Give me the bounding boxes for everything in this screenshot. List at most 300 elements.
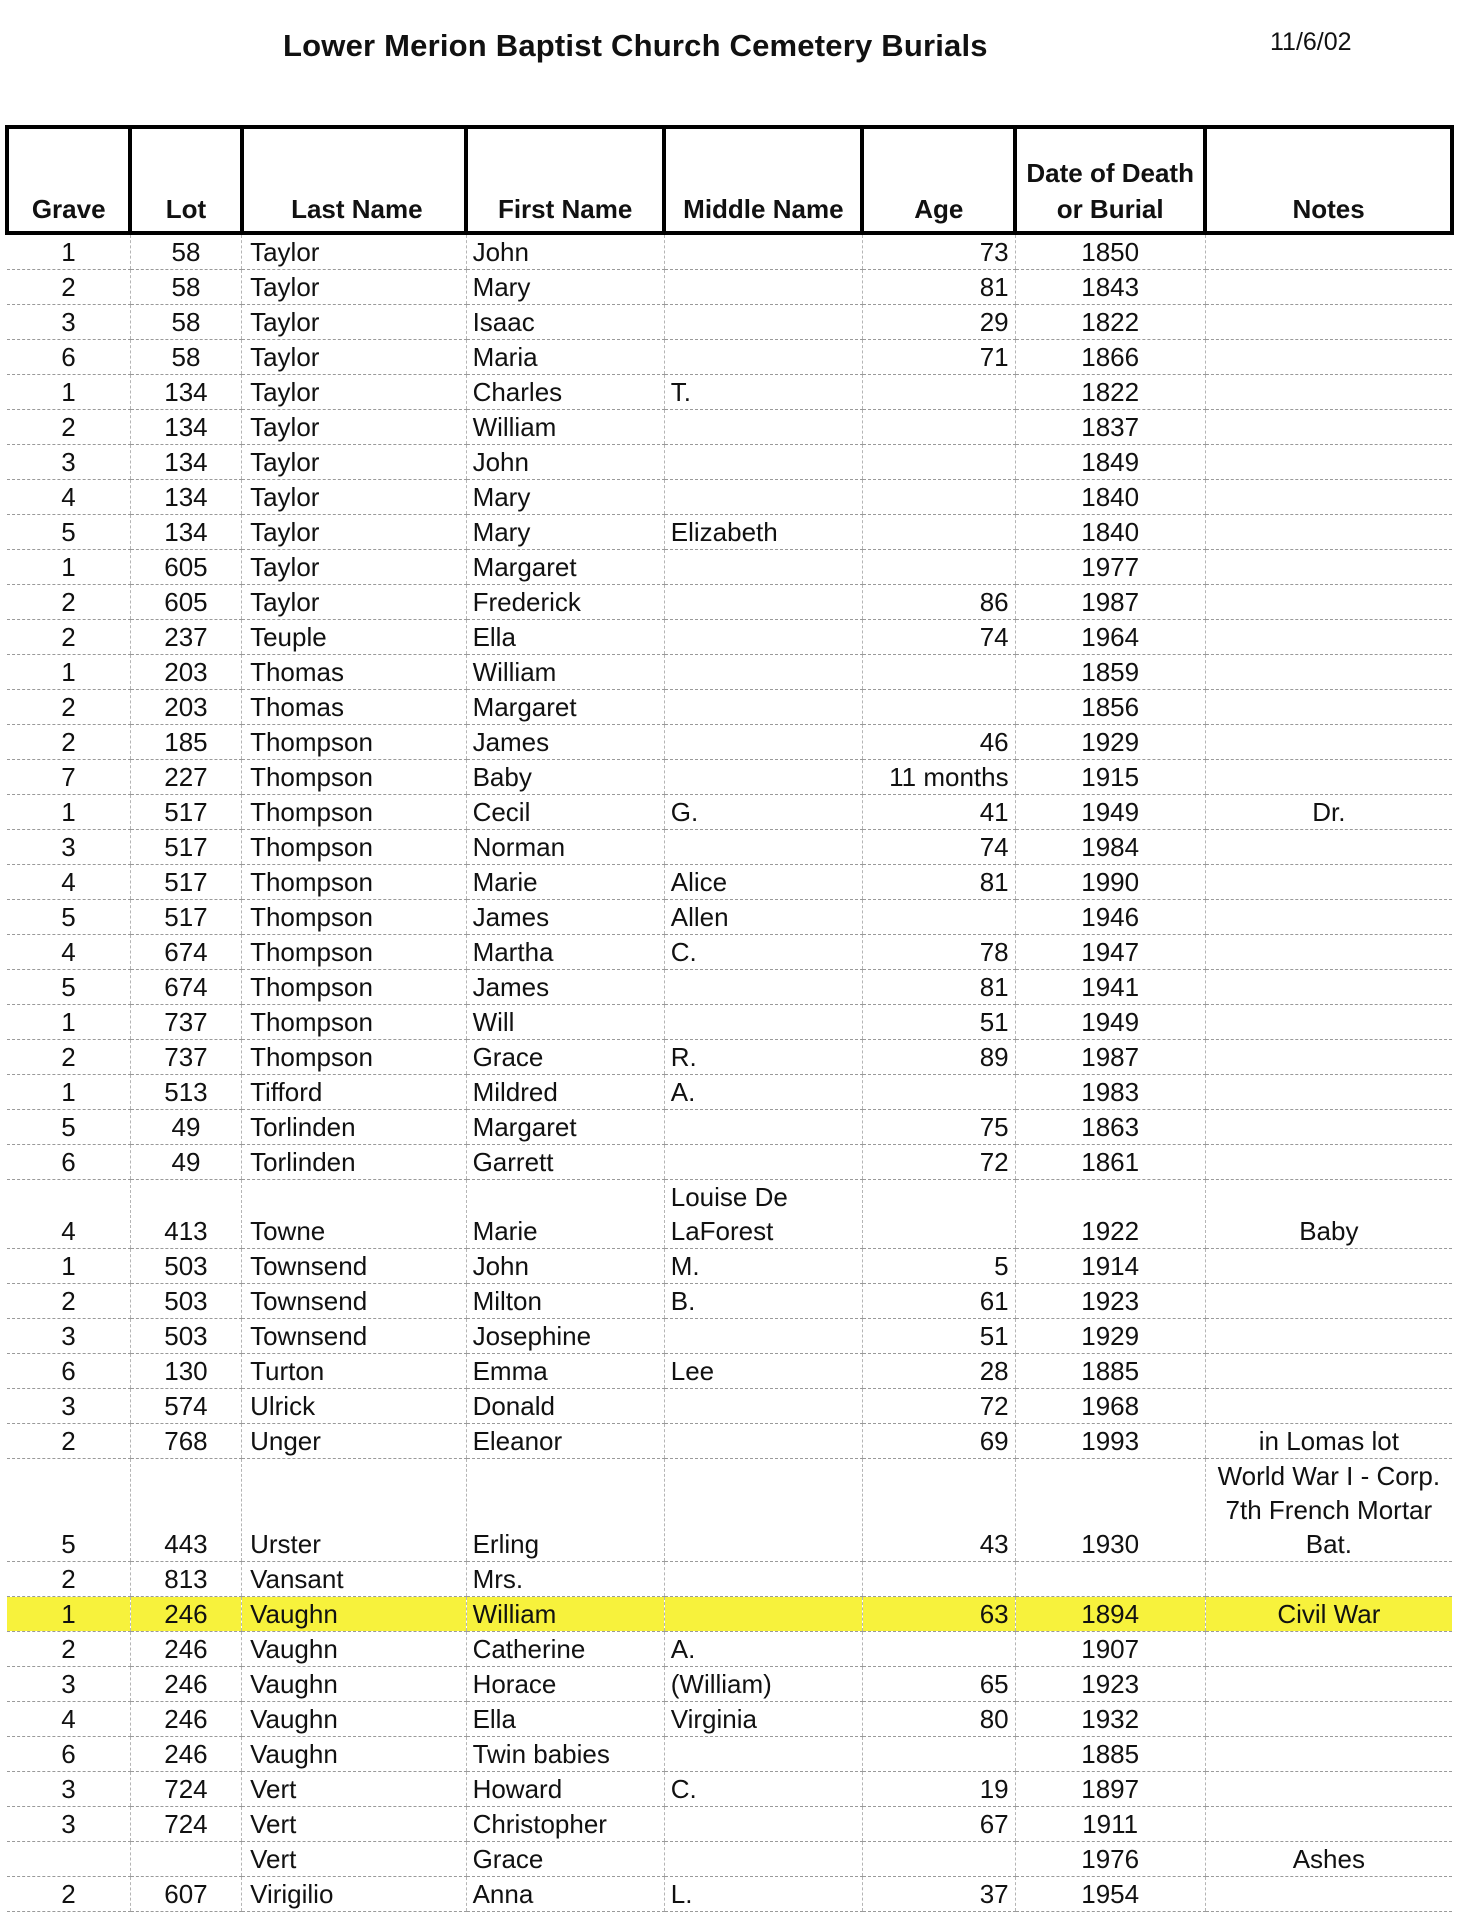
cell-date: 1977 bbox=[1015, 550, 1205, 585]
cell-middle-name bbox=[664, 1389, 862, 1424]
cell-date: 1849 bbox=[1015, 445, 1205, 480]
cell-grave: 4 bbox=[7, 1702, 130, 1737]
cell-first-name: Horace bbox=[466, 1667, 664, 1702]
cell-lot: 130 bbox=[130, 1354, 241, 1389]
table-row bbox=[7, 760, 1452, 795]
cell-first-name: Emma bbox=[466, 1354, 664, 1389]
cell-middle-name bbox=[664, 1145, 862, 1180]
cell-grave: 2 bbox=[7, 585, 130, 620]
cell-last-name: Ulrick bbox=[242, 1389, 466, 1424]
table-row bbox=[7, 1249, 1452, 1284]
cell-date: 1894 bbox=[1015, 1597, 1205, 1632]
cell-date: 1941 bbox=[1015, 970, 1205, 1005]
cell-age: 71 bbox=[862, 340, 1015, 375]
cell-age: 74 bbox=[862, 830, 1015, 865]
cell-grave: 2 bbox=[7, 725, 130, 760]
cell-lot: 185 bbox=[130, 725, 241, 760]
cell-lot: 517 bbox=[130, 900, 241, 935]
cell-lot: 443 bbox=[130, 1459, 241, 1562]
table-row bbox=[7, 375, 1452, 410]
cell-notes bbox=[1205, 1807, 1452, 1842]
cell-date: 1929 bbox=[1015, 725, 1205, 760]
table-row bbox=[7, 725, 1452, 760]
cell-middle-name bbox=[664, 1807, 862, 1842]
cell-age bbox=[862, 375, 1015, 410]
cell-first-name: Anna bbox=[466, 1877, 664, 1912]
table-row bbox=[7, 1389, 1452, 1424]
cell-date: 1976 bbox=[1015, 1842, 1205, 1877]
cell-first-name: William bbox=[466, 410, 664, 445]
table-row bbox=[7, 900, 1452, 935]
cell-lot: 58 bbox=[130, 340, 241, 375]
cell-last-name: Vert bbox=[242, 1807, 466, 1842]
cell-first-name: William bbox=[466, 1597, 664, 1632]
cell-lot: 607 bbox=[130, 1877, 241, 1912]
cell-last-name: Taylor bbox=[242, 550, 466, 585]
cell-age: 51 bbox=[862, 1319, 1015, 1354]
cell-first-name: Margaret bbox=[466, 550, 664, 585]
cell-last-name: Turton bbox=[242, 1354, 466, 1389]
cell-first-name: Marie bbox=[466, 865, 664, 900]
cell-age: 81 bbox=[862, 970, 1015, 1005]
cell-age: 11 months bbox=[862, 760, 1015, 795]
cell-age: 41 bbox=[862, 795, 1015, 830]
cell-first-name: William bbox=[466, 655, 664, 690]
cell-date: 1947 bbox=[1015, 935, 1205, 970]
cell-first-name: John bbox=[466, 1249, 664, 1284]
cell-first-name: Mrs. bbox=[466, 1562, 664, 1597]
table-row bbox=[7, 1632, 1452, 1667]
cell-grave: 2 bbox=[7, 410, 130, 445]
table-row bbox=[7, 935, 1452, 970]
cell-middle-name bbox=[664, 725, 862, 760]
cell-lot: 517 bbox=[130, 865, 241, 900]
cell-grave: 5 bbox=[7, 1459, 130, 1562]
cell-first-name: Catherine bbox=[466, 1632, 664, 1667]
cell-grave: 3 bbox=[7, 445, 130, 480]
page-title: Lower Merion Baptist Church Cemetery Burials bbox=[283, 28, 988, 63]
cell-notes bbox=[1205, 725, 1452, 760]
cell-middle-name: A. bbox=[664, 1632, 862, 1667]
cell-age bbox=[862, 690, 1015, 725]
cell-date: 1863 bbox=[1015, 1110, 1205, 1145]
cell-notes bbox=[1205, 1877, 1452, 1912]
cell-age: 37 bbox=[862, 1877, 1015, 1912]
cell-last-name: Taylor bbox=[242, 480, 466, 515]
cell-date: 1911 bbox=[1015, 1807, 1205, 1842]
cell-middle-name bbox=[664, 620, 862, 655]
cell-last-name: Taylor bbox=[242, 445, 466, 480]
cell-middle-name bbox=[664, 1424, 862, 1459]
cell-first-name: Grace bbox=[466, 1842, 664, 1877]
table-row bbox=[7, 270, 1452, 305]
cell-date: 1850 bbox=[1015, 233, 1205, 270]
cell-date: 1932 bbox=[1015, 1702, 1205, 1737]
table-row bbox=[7, 585, 1452, 620]
cell-lot: 246 bbox=[130, 1737, 241, 1772]
cell-last-name: Vaughn bbox=[242, 1737, 466, 1772]
cell-date: 1949 bbox=[1015, 795, 1205, 830]
cell-notes bbox=[1205, 970, 1452, 1005]
cell-grave: 4 bbox=[7, 1180, 130, 1249]
cell-age bbox=[862, 655, 1015, 690]
cell-grave: 1 bbox=[7, 655, 130, 690]
cell-age: 78 bbox=[862, 935, 1015, 970]
cell-notes bbox=[1205, 1075, 1452, 1110]
col-header-grave: Grave bbox=[7, 127, 130, 233]
cell-lot: 246 bbox=[130, 1632, 241, 1667]
cell-age: 28 bbox=[862, 1354, 1015, 1389]
cell-grave: 5 bbox=[7, 900, 130, 935]
cell-date: 1837 bbox=[1015, 410, 1205, 445]
cell-notes bbox=[1205, 1632, 1452, 1667]
cell-age: 69 bbox=[862, 1424, 1015, 1459]
cell-lot: 724 bbox=[130, 1772, 241, 1807]
cell-notes bbox=[1205, 690, 1452, 725]
table-row bbox=[7, 1737, 1452, 1772]
cell-lot: 134 bbox=[130, 480, 241, 515]
cell-age: 86 bbox=[862, 585, 1015, 620]
cell-age: 46 bbox=[862, 725, 1015, 760]
cell-first-name: Baby bbox=[466, 760, 664, 795]
table-row bbox=[7, 1284, 1452, 1319]
cell-first-name: Margaret bbox=[466, 1110, 664, 1145]
cell-age: 75 bbox=[862, 1110, 1015, 1145]
cell-age bbox=[862, 445, 1015, 480]
cell-lot: 674 bbox=[130, 970, 241, 1005]
cell-middle-name bbox=[664, 305, 862, 340]
table-row bbox=[7, 1702, 1452, 1737]
cell-lot: 605 bbox=[130, 585, 241, 620]
cell-grave: 1 bbox=[7, 550, 130, 585]
cell-first-name: Twin babies bbox=[466, 1737, 664, 1772]
col-header-notes: Notes bbox=[1205, 127, 1452, 233]
cell-lot: 605 bbox=[130, 550, 241, 585]
table-row bbox=[7, 1110, 1452, 1145]
cell-lot: 413 bbox=[130, 1180, 241, 1249]
cell-middle-name bbox=[664, 340, 862, 375]
cell-age: 43 bbox=[862, 1459, 1015, 1562]
cell-grave: 2 bbox=[7, 1284, 130, 1319]
cell-date: 1954 bbox=[1015, 1877, 1205, 1912]
cell-age: 89 bbox=[862, 1040, 1015, 1075]
cell-last-name: Virigilio bbox=[242, 1877, 466, 1912]
cell-grave: 1 bbox=[7, 233, 130, 270]
burials-table bbox=[5, 125, 1454, 1912]
cell-date bbox=[1015, 1562, 1205, 1597]
cell-middle-name: T. bbox=[664, 375, 862, 410]
cell-middle-name bbox=[664, 655, 862, 690]
cell-age: 61 bbox=[862, 1284, 1015, 1319]
cell-lot: 49 bbox=[130, 1145, 241, 1180]
table-row bbox=[7, 410, 1452, 445]
table-row bbox=[7, 1459, 1452, 1562]
cell-first-name: Margaret bbox=[466, 690, 664, 725]
cell-middle-name bbox=[664, 270, 862, 305]
cell-notes bbox=[1205, 1737, 1452, 1772]
cell-grave: 1 bbox=[7, 375, 130, 410]
cell-notes: Civil War bbox=[1205, 1597, 1452, 1632]
cell-date: 1914 bbox=[1015, 1249, 1205, 1284]
cell-date: 1915 bbox=[1015, 760, 1205, 795]
cell-notes bbox=[1205, 233, 1452, 270]
table-header-row bbox=[7, 127, 1452, 233]
cell-age bbox=[862, 1180, 1015, 1249]
cell-last-name: Taylor bbox=[242, 233, 466, 270]
cell-grave: 3 bbox=[7, 1389, 130, 1424]
cell-date: 1885 bbox=[1015, 1354, 1205, 1389]
table-row bbox=[7, 550, 1452, 585]
cell-date: 1946 bbox=[1015, 900, 1205, 935]
cell-notes bbox=[1205, 1667, 1452, 1702]
cell-last-name: Vert bbox=[242, 1772, 466, 1807]
cell-last-name: Vaughn bbox=[242, 1597, 466, 1632]
cell-last-name: Taylor bbox=[242, 270, 466, 305]
cell-lot: 737 bbox=[130, 1005, 241, 1040]
cell-first-name: James bbox=[466, 900, 664, 935]
cell-grave: 6 bbox=[7, 1354, 130, 1389]
cell-lot: 134 bbox=[130, 515, 241, 550]
cell-first-name: Garrett bbox=[466, 1145, 664, 1180]
cell-middle-name bbox=[664, 1737, 862, 1772]
cell-age: 73 bbox=[862, 233, 1015, 270]
cell-last-name: Thompson bbox=[242, 725, 466, 760]
cell-lot: 513 bbox=[130, 1075, 241, 1110]
table-row bbox=[7, 1424, 1452, 1459]
cell-middle-name: Alice bbox=[664, 865, 862, 900]
cell-lot: 737 bbox=[130, 1040, 241, 1075]
cell-middle-name: L. bbox=[664, 1877, 862, 1912]
cell-notes bbox=[1205, 305, 1452, 340]
cell-last-name: Taylor bbox=[242, 305, 466, 340]
cell-notes bbox=[1205, 620, 1452, 655]
cell-middle-name: M. bbox=[664, 1249, 862, 1284]
cell-date: 1866 bbox=[1015, 340, 1205, 375]
cell-grave: 1 bbox=[7, 795, 130, 830]
cell-date: 1861 bbox=[1015, 1145, 1205, 1180]
cell-notes bbox=[1205, 1249, 1452, 1284]
cell-first-name: Marie bbox=[466, 1180, 664, 1249]
table-row bbox=[7, 1877, 1452, 1912]
cell-middle-name bbox=[664, 1842, 862, 1877]
table-row bbox=[7, 795, 1452, 830]
table-row bbox=[7, 1667, 1452, 1702]
cell-first-name: Frederick bbox=[466, 585, 664, 620]
cell-last-name: Taylor bbox=[242, 410, 466, 445]
cell-notes bbox=[1205, 1319, 1452, 1354]
cell-lot: 768 bbox=[130, 1424, 241, 1459]
cell-age bbox=[862, 480, 1015, 515]
cell-date: 1968 bbox=[1015, 1389, 1205, 1424]
table-row bbox=[7, 1075, 1452, 1110]
cell-middle-name bbox=[664, 1005, 862, 1040]
cell-date: 1923 bbox=[1015, 1667, 1205, 1702]
table-row bbox=[7, 1145, 1452, 1180]
table-row bbox=[7, 1040, 1452, 1075]
cell-grave: 1 bbox=[7, 1005, 130, 1040]
table-row bbox=[7, 655, 1452, 690]
cell-lot: 134 bbox=[130, 410, 241, 445]
cell-last-name: Thompson bbox=[242, 1005, 466, 1040]
cell-first-name: Martha bbox=[466, 935, 664, 970]
cell-middle-name bbox=[664, 970, 862, 1005]
table-row bbox=[7, 515, 1452, 550]
cell-date: 1822 bbox=[1015, 305, 1205, 340]
cell-notes bbox=[1205, 935, 1452, 970]
cell-age: 81 bbox=[862, 865, 1015, 900]
table-row bbox=[7, 865, 1452, 900]
cell-first-name: Maria bbox=[466, 340, 664, 375]
cell-date: 1993 bbox=[1015, 1424, 1205, 1459]
cell-lot: 517 bbox=[130, 795, 241, 830]
cell-first-name: James bbox=[466, 970, 664, 1005]
cell-notes bbox=[1205, 585, 1452, 620]
cell-middle-name bbox=[664, 445, 862, 480]
col-header-date-of-death: Date of Death or Burial bbox=[1015, 127, 1205, 233]
cell-middle-name bbox=[664, 233, 862, 270]
cell-first-name: Charles bbox=[466, 375, 664, 410]
cell-last-name: Townsend bbox=[242, 1284, 466, 1319]
cell-grave: 2 bbox=[7, 1562, 130, 1597]
cell-age bbox=[862, 550, 1015, 585]
table-row bbox=[7, 1562, 1452, 1597]
cell-lot: 134 bbox=[130, 445, 241, 480]
cell-lot: 674 bbox=[130, 935, 241, 970]
cell-lot: 246 bbox=[130, 1702, 241, 1737]
cell-lot: 503 bbox=[130, 1249, 241, 1284]
cell-grave: 2 bbox=[7, 690, 130, 725]
cell-grave: 3 bbox=[7, 1667, 130, 1702]
cell-notes bbox=[1205, 410, 1452, 445]
cell-first-name: Mary bbox=[466, 480, 664, 515]
cell-date: 1987 bbox=[1015, 585, 1205, 620]
cell-notes bbox=[1205, 1772, 1452, 1807]
cell-date: 1856 bbox=[1015, 690, 1205, 725]
cell-notes bbox=[1205, 480, 1452, 515]
cell-date: 1984 bbox=[1015, 830, 1205, 865]
cell-notes bbox=[1205, 830, 1452, 865]
cell-first-name: John bbox=[466, 445, 664, 480]
cell-notes bbox=[1205, 375, 1452, 410]
document-date: 11/6/02 bbox=[1270, 28, 1352, 56]
cell-grave: 3 bbox=[7, 1807, 130, 1842]
cell-last-name: Taylor bbox=[242, 585, 466, 620]
cell-date: 1907 bbox=[1015, 1632, 1205, 1667]
cell-first-name: Cecil bbox=[466, 795, 664, 830]
cell-grave: 6 bbox=[7, 1145, 130, 1180]
cell-lot: 237 bbox=[130, 620, 241, 655]
cell-middle-name: R. bbox=[664, 1040, 862, 1075]
table-row bbox=[7, 1354, 1452, 1389]
cell-middle-name bbox=[664, 1319, 862, 1354]
cell-middle-name bbox=[664, 1110, 862, 1145]
cell-notes bbox=[1205, 550, 1452, 585]
cell-notes: Dr. bbox=[1205, 795, 1452, 830]
table-row bbox=[7, 1005, 1452, 1040]
cell-lot: 49 bbox=[130, 1110, 241, 1145]
cell-age bbox=[862, 900, 1015, 935]
cell-lot: 503 bbox=[130, 1284, 241, 1319]
cell-notes bbox=[1205, 340, 1452, 375]
cell-grave: 4 bbox=[7, 480, 130, 515]
cell-last-name: Thompson bbox=[242, 865, 466, 900]
cell-date: 1929 bbox=[1015, 1319, 1205, 1354]
cell-age: 19 bbox=[862, 1772, 1015, 1807]
cell-last-name: Teuple bbox=[242, 620, 466, 655]
cell-lot: 203 bbox=[130, 690, 241, 725]
cell-notes bbox=[1205, 1702, 1452, 1737]
cell-grave: 5 bbox=[7, 1110, 130, 1145]
cell-age: 51 bbox=[862, 1005, 1015, 1040]
cell-middle-name bbox=[664, 690, 862, 725]
cell-lot: 517 bbox=[130, 830, 241, 865]
cell-age: 74 bbox=[862, 620, 1015, 655]
cell-last-name: Towne bbox=[242, 1180, 466, 1249]
cell-lot: 227 bbox=[130, 760, 241, 795]
table-row bbox=[7, 305, 1452, 340]
col-header-middle-name: Middle Name bbox=[664, 127, 862, 233]
cell-first-name: Christopher bbox=[466, 1807, 664, 1842]
cell-first-name: Norman bbox=[466, 830, 664, 865]
cell-middle-name: B. bbox=[664, 1284, 862, 1319]
cell-last-name: Torlinden bbox=[242, 1110, 466, 1145]
cell-age bbox=[862, 1737, 1015, 1772]
cell-last-name: Thompson bbox=[242, 900, 466, 935]
cell-last-name: Thomas bbox=[242, 655, 466, 690]
cell-last-name: Thompson bbox=[242, 1040, 466, 1075]
cell-age bbox=[862, 1562, 1015, 1597]
cell-age: 72 bbox=[862, 1145, 1015, 1180]
cell-first-name: Josephine bbox=[466, 1319, 664, 1354]
cell-age: 65 bbox=[862, 1667, 1015, 1702]
cell-notes: Ashes bbox=[1205, 1842, 1452, 1877]
cell-notes bbox=[1205, 1110, 1452, 1145]
cell-lot: 58 bbox=[130, 233, 241, 270]
cell-grave: 5 bbox=[7, 970, 130, 1005]
table-row bbox=[7, 233, 1452, 270]
cell-date: 1987 bbox=[1015, 1040, 1205, 1075]
cell-grave: 4 bbox=[7, 935, 130, 970]
cell-lot: 203 bbox=[130, 655, 241, 690]
table-row bbox=[7, 970, 1452, 1005]
cell-age bbox=[862, 1075, 1015, 1110]
cell-grave: 3 bbox=[7, 830, 130, 865]
cell-first-name: Eleanor bbox=[466, 1424, 664, 1459]
cell-last-name: Urster bbox=[242, 1459, 466, 1562]
table-row bbox=[7, 690, 1452, 725]
cell-last-name: Torlinden bbox=[242, 1145, 466, 1180]
col-header-age: Age bbox=[862, 127, 1015, 233]
cell-last-name: Thompson bbox=[242, 830, 466, 865]
cell-lot bbox=[130, 1842, 241, 1877]
cell-age: 29 bbox=[862, 305, 1015, 340]
cell-middle-name bbox=[664, 480, 862, 515]
cell-date: 1922 bbox=[1015, 1180, 1205, 1249]
cell-middle-name bbox=[664, 410, 862, 445]
cell-lot: 724 bbox=[130, 1807, 241, 1842]
cell-first-name: Donald bbox=[466, 1389, 664, 1424]
cell-notes: World War I - Corp. 7th French Mortar Bat. bbox=[1205, 1459, 1452, 1562]
cell-grave: 6 bbox=[7, 1737, 130, 1772]
cell-last-name: Tifford bbox=[242, 1075, 466, 1110]
cell-last-name: Townsend bbox=[242, 1249, 466, 1284]
cell-first-name: Mary bbox=[466, 270, 664, 305]
cell-first-name: John bbox=[466, 233, 664, 270]
cell-middle-name: (William) bbox=[664, 1667, 862, 1702]
cell-date: 1840 bbox=[1015, 515, 1205, 550]
cell-last-name: Vaughn bbox=[242, 1667, 466, 1702]
cell-notes bbox=[1205, 1389, 1452, 1424]
